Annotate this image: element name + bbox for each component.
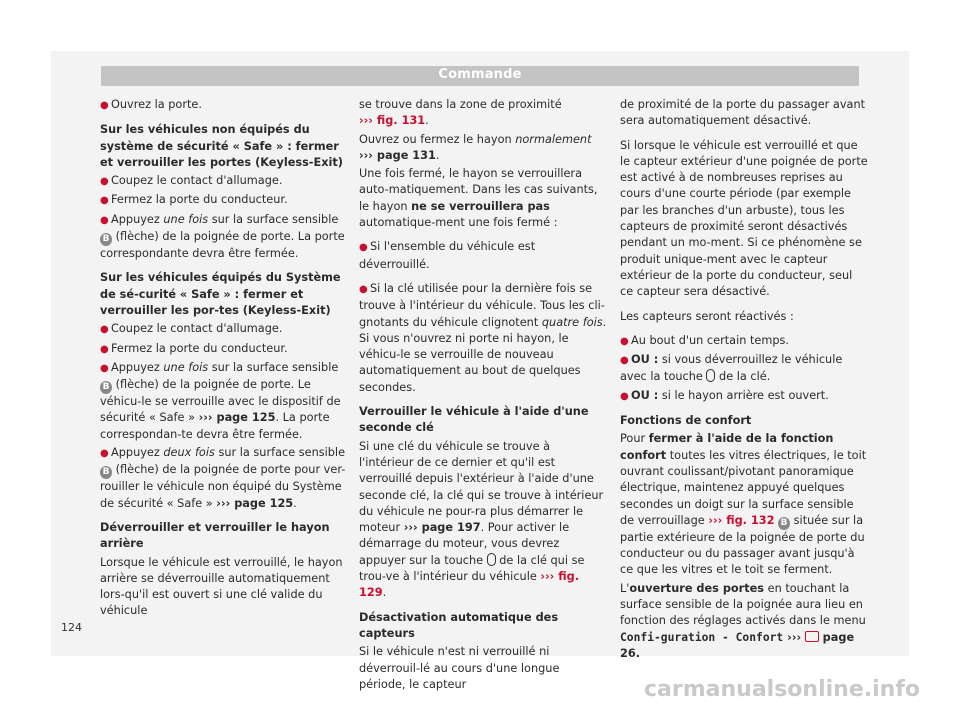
- list-item: ● Coupez le contact d'allumage.: [100, 321, 348, 338]
- warning-icon: [805, 631, 819, 642]
- figure-link[interactable]: ››› fig. 129: [359, 570, 580, 600]
- page-number: 124: [61, 621, 82, 634]
- paragraph: Si lorsque le véhicule est verrouillé et que le capteur extérieur d'une poignée de porte est activé à de nombreuses reprises au cours d'une courte période (par exemple par les branches d'un arbuste), tous les capteurs de proximité seront désactivés pendant un mo-ment. Si ce phénomène se produit unique-ment avec le capteur extérieur de la porte du conducteur, seul ce capteur sera désactivé.: [620, 138, 868, 299]
- bullet-icon: ●: [100, 343, 109, 355]
- figure-link[interactable]: ››› fig. 132: [708, 513, 775, 527]
- column-3: [620, 97, 868, 670]
- heading: Sur les véhicules non équipés du système de sécurité « Safe » : fermer et verrouiller les portes (Keyless-Exit): [100, 123, 343, 169]
- bullet-icon: ●: [100, 448, 109, 460]
- bullet-icon: ●: [100, 100, 109, 111]
- bullet-icon: ●: [100, 176, 109, 188]
- bullet-icon: ●: [620, 335, 629, 347]
- paragraph: Ouvrez ou fermez le hayon normalement ››› page 131.: [359, 132, 592, 162]
- section-header: [101, 66, 859, 86]
- watermark: carmanualsonline.info: [644, 677, 920, 702]
- bullet-icon: ●: [100, 214, 109, 226]
- callout-badge: B: [100, 233, 112, 246]
- page-link[interactable]: ›››: [783, 630, 802, 644]
- key-button-icon: [487, 553, 496, 566]
- list-item: ● OU : si vous déverrouillez le véhicule avec la touche de la clé.: [620, 353, 843, 384]
- page-link[interactable]: ››› page 125: [216, 496, 294, 510]
- paragraph: Pour fermer à l'aide de la fonction confort toutes les vitres électriques, le toit ouvrant coulissant/pivotant panoramique électrique, maintenez appuyé quelques secondes un doigt sur la surface sensible de verrouillage ››› fig. 132 B située sur la partie extérieure de la poignée de porte du conducteur ou du passager avant jusqu'à ce que les vitres et le toit se ferment.: [620, 432, 867, 577]
- list-item: ● Au bout d'un certain temps.: [620, 333, 868, 350]
- bullet-icon: ●: [620, 390, 629, 402]
- heading: Désactivation automatique des capteurs: [359, 610, 559, 640]
- paragraph: Lorsque le véhicule est verrouillé, le hayon arrière se déverrouille automatiquement lors-qu'il est ouvert si une clé valide du véhicule: [100, 555, 343, 618]
- list-item: ● OU : si le hayon arrière est ouvert.: [620, 388, 868, 405]
- figure-link[interactable]: ››› fig. 131: [359, 114, 426, 128]
- paragraph: L'ouverture des portes en touchant la surface sensible de la poignée aura lieu en fonction des réglages activés dans le menu Confi-guration - Confort ››› page 26.: [620, 581, 866, 660]
- heading: Déverrouiller et verrouiller le hayon arrière: [100, 520, 330, 551]
- paragraph: Si le véhicule n'est ni verrouillé ni déverrouil-lé au cours d'une longue période, le capteur: [359, 645, 560, 691]
- paragraph: se trouve dans la zone de proximité ››› fig. 131.: [359, 98, 562, 128]
- callout-badge: B: [100, 381, 112, 394]
- heading: Fonctions de confort: [620, 414, 752, 428]
- page-link[interactable]: ››› page 197: [403, 521, 481, 535]
- list-item: ● Appuyez une fois sur la surface sensible B (flèche) de la poignée de porte. La porte correspondante devra être fermée.: [100, 212, 345, 261]
- page-link[interactable]: ››› page 125: [198, 411, 276, 425]
- column-2: [359, 97, 607, 701]
- bullet-icon: ●: [359, 283, 368, 295]
- section-title: Commande: [438, 67, 522, 82]
- column-1: [100, 97, 348, 628]
- bullet-icon: ●: [620, 355, 629, 367]
- list-item: ● Fermez la porte du conducteur.: [100, 192, 348, 209]
- list-item: ● Si l'ensemble du véhicule est déverrouillé.: [359, 240, 536, 271]
- callout-badge: B: [100, 466, 112, 479]
- heading: Sur les véhicules équipés du Système de sé-curité « Safe » : fermer et verrouiller les por-tes (Keyless-Exit): [100, 271, 341, 317]
- bullet-icon: ●: [100, 362, 109, 374]
- list-item: ● Fermez la porte du conducteur.: [100, 341, 348, 358]
- bullet-icon: ●: [100, 195, 109, 207]
- list-item: ● Si la clé utilisée pour la dernière fois se trouve à l'intérieur du véhicule. Tous les cli-gnotants du véhicule clignotent quatre fois. Si vous n'ouvrez ni porte ni hayon, le véhicu-le se verrouille de nouveau automatiquement au bout de quelques secondes.: [359, 281, 607, 394]
- list-item: ● Appuyez une fois sur la surface sensible B (flèche) de la poignée de porte. Le véhicu-le se verrouille avec le dispositif de sécurité « Safe » ››› page 125. La porte correspondan-te devra être fermée.: [100, 360, 341, 441]
- heading: Verrouiller le véhicule à l'aide d'une seconde clé: [359, 405, 589, 435]
- bullet-icon: ●: [359, 242, 368, 254]
- paragraph: de proximité de la porte du passager avant sera automatiquement désactivé.: [620, 98, 866, 128]
- paragraph: Une fois fermé, le hayon se verrouillera auto-matiquement. Dans les cas suivants, le hayon ne se verrouillera pas automatique-ment une fois fermé :: [359, 167, 598, 230]
- paragraph: Les capteurs seront réactivés :: [620, 309, 794, 323]
- bullet-icon: ●: [100, 324, 109, 336]
- paragraph: Si une clé du véhicule se trouve à l'intérieur de ce dernier et qu'il est verrouillé depuis l'extérieur à l'aide d'une seconde clé, la clé qui se trouve à intérieur du véhicule ne pour-ra plus démarrer le moteur ››› page 197. Pour activer le démarrage du moteur, vous devrez appuyer sur la touche de la clé qui se trou-ve à l'intérieur du véhicule ››› fig. 129.: [359, 439, 604, 600]
- list-item: ● Appuyez deux fois sur la surface sensible B (flèche) de la poignée de porte pour ver-rouiller le véhicule non équipé du Système de sécurité « Safe » ››› page 125.: [100, 446, 346, 510]
- callout-badge: B: [778, 517, 790, 530]
- list-item: ● Coupez le contact d'allumage.: [100, 173, 348, 190]
- list-item: ● Ouvrez la porte.: [100, 97, 348, 114]
- page-link[interactable]: ››› page 131: [359, 148, 436, 162]
